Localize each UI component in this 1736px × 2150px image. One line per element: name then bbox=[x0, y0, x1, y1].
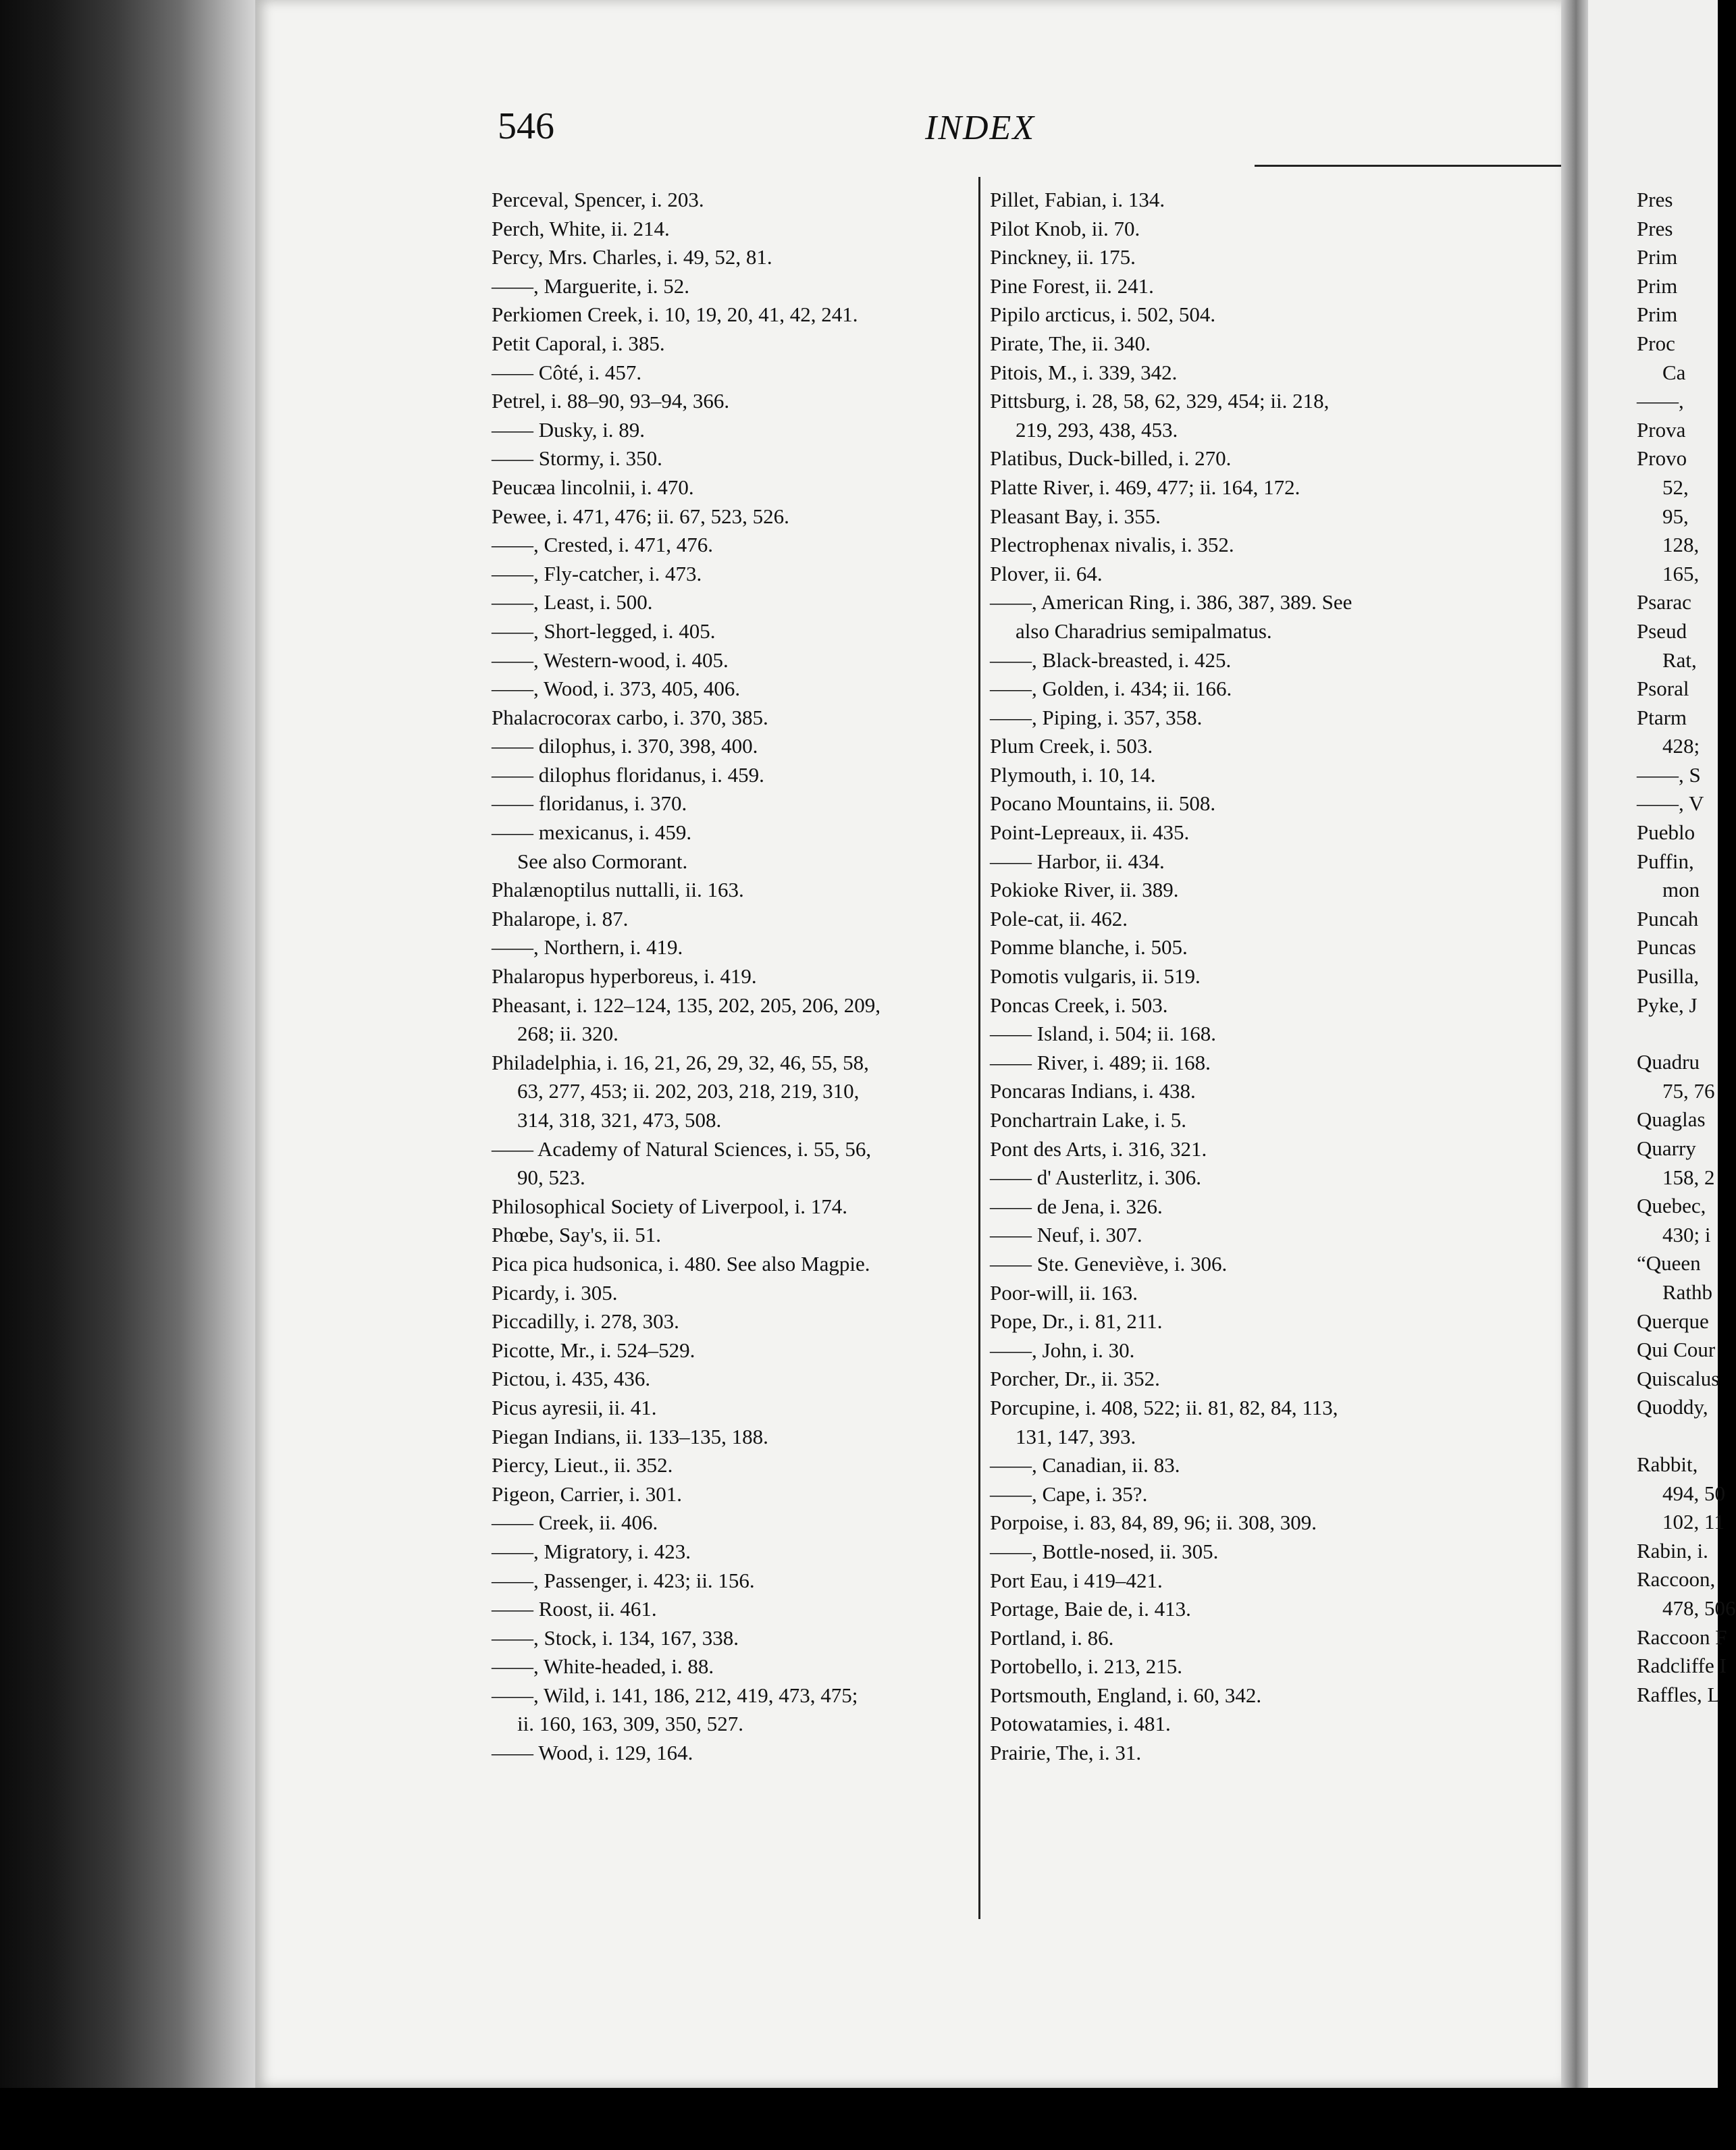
index-entry: Portobello, i. 213, 215. bbox=[990, 1654, 1183, 1679]
index-entry: ii. 160, 163, 309, 350, 527. bbox=[517, 1712, 743, 1736]
index-entry: ——, Wild, i. 141, 186, 212, 419, 473, 475; bbox=[492, 1683, 858, 1707]
index-entry: Pinckney, ii. 175. bbox=[990, 245, 1136, 269]
index-entry: ——, Fly-catcher, i. 473. bbox=[492, 561, 702, 585]
facing-page-entry: 102, 11 bbox=[1662, 1510, 1725, 1534]
facing-page-entry: Pyke, J bbox=[1637, 993, 1698, 1017]
index-entry: Poncas Creek, i. 503. bbox=[990, 993, 1168, 1017]
index-entry: Philadelphia, i. 16, 21, 26, 29, 32, 46, 55, 58, bbox=[492, 1050, 869, 1074]
index-entry: ——, Bottle-nosed, ii. 305. bbox=[990, 1539, 1219, 1563]
index-entry: Piercy, Lieut., ii. 352. bbox=[492, 1453, 673, 1477]
index-entry: —— Harbor, ii. 434. bbox=[990, 849, 1165, 873]
index-entry: —— Stormy, i. 350. bbox=[492, 446, 662, 471]
facing-page-entry: 128, bbox=[1662, 533, 1700, 557]
facing-page-entry: 478, 506 bbox=[1662, 1596, 1736, 1620]
index-entry: Pokioke River, ii. 389. bbox=[990, 878, 1179, 902]
facing-page-entry: Proc bbox=[1637, 331, 1675, 355]
scan-background bbox=[0, 2088, 1718, 2150]
facing-page-entry: Pseud bbox=[1637, 619, 1687, 643]
header-rule bbox=[1255, 165, 1561, 167]
book-page-edges bbox=[0, 0, 257, 2150]
index-entry: ——, Migratory, i. 423. bbox=[492, 1539, 691, 1563]
index-entry: Pigeon, Carrier, i. 301. bbox=[492, 1482, 683, 1506]
facing-page-entry: Prim bbox=[1637, 245, 1678, 269]
index-entry: 268; ii. 320. bbox=[517, 1022, 619, 1046]
index-entry: Pope, Dr., i. 81, 211. bbox=[990, 1309, 1163, 1334]
index-entry: Petrel, i. 88–90, 93–94, 366. bbox=[492, 389, 730, 413]
facing-page-entry: mon bbox=[1662, 878, 1700, 902]
index-entry: Prairie, The, i. 31. bbox=[990, 1741, 1142, 1765]
index-entry: ——, Cape, i. 35?. bbox=[990, 1482, 1148, 1506]
index-entry: Pont des Arts, i. 316, 321. bbox=[990, 1136, 1207, 1161]
index-entry: —— Island, i. 504; ii. 168. bbox=[990, 1022, 1216, 1046]
facing-page-entry: Provo bbox=[1637, 446, 1687, 471]
facing-page-entry: 158, 2 bbox=[1662, 1165, 1715, 1189]
index-entry: Platte River, i. 469, 477; ii. 164, 172. bbox=[990, 475, 1300, 499]
index-entry: Percy, Mrs. Charles, i. 49, 52, 81. bbox=[492, 245, 772, 269]
index-entry: —— Côté, i. 457. bbox=[492, 360, 642, 384]
index-entry: Port Eau, i 419–421. bbox=[990, 1568, 1163, 1592]
facing-page-entry: Raffles, L bbox=[1637, 1682, 1720, 1706]
index-entry: ——, Passenger, i. 423; ii. 156. bbox=[492, 1568, 755, 1592]
facing-page-entry: Raccoon F bbox=[1637, 1625, 1727, 1649]
index-entry: Pica pica hudsonica, i. 480. See also Magpie. bbox=[492, 1251, 870, 1276]
index-entry: Perch, White, ii. 214. bbox=[492, 216, 670, 240]
index-entry: Plectrophenax nivalis, i. 352. bbox=[990, 533, 1234, 557]
index-entry: —— Academy of Natural Sciences, i. 55, 56, bbox=[492, 1136, 872, 1161]
index-entry: See also Cormorant. bbox=[517, 849, 688, 873]
facing-page-entry: Rabin, i. bbox=[1637, 1538, 1708, 1563]
index-entry: ——, White-headed, i. 88. bbox=[492, 1654, 714, 1679]
index-entry: —— mexicanus, i. 459. bbox=[492, 820, 692, 845]
index-entry: Perceval, Spencer, i. 203. bbox=[492, 188, 704, 211]
facing-page-entry: Quarry bbox=[1637, 1136, 1696, 1160]
index-entry: Porcupine, i. 408, 522; ii. 81, 82, 84, 113, bbox=[990, 1395, 1338, 1419]
index-entry: Pomme blanche, i. 505. bbox=[990, 935, 1188, 960]
facing-page-entry: ——, bbox=[1637, 389, 1684, 413]
facing-page-entry: Quiscalus bbox=[1637, 1366, 1720, 1390]
facing-page-entry: Prim bbox=[1637, 303, 1678, 327]
index-entry: 90, 523. bbox=[517, 1165, 585, 1190]
facing-page-entry: Prim bbox=[1637, 273, 1678, 298]
index-entry: —— River, i. 489; ii. 168. bbox=[990, 1050, 1211, 1074]
index-entry: —— d' Austerlitz, i. 306. bbox=[990, 1165, 1201, 1190]
index-entry: Plover, ii. 64. bbox=[990, 561, 1103, 585]
index-entry: ——, Northern, i. 419. bbox=[492, 935, 683, 960]
index-entry: Perkiomen Creek, i. 10, 19, 20, 41, 42, 241. bbox=[492, 303, 858, 327]
index-entry: Phalarope, i. 87. bbox=[492, 906, 629, 930]
index-entry: 219, 293, 438, 453. bbox=[1016, 417, 1178, 442]
facing-page-entry: Pres bbox=[1637, 216, 1673, 240]
index-entry: Pleasant Bay, i. 355. bbox=[990, 504, 1161, 528]
facing-page-entry: Rathb bbox=[1662, 1280, 1713, 1304]
facing-page-entry: 52, bbox=[1662, 475, 1689, 499]
index-entry: 63, 277, 453; ii. 202, 203, 218, 219, 310, bbox=[517, 1079, 860, 1103]
index-entry: Pitois, M., i. 339, 342. bbox=[990, 360, 1178, 384]
index-entry: Phalænoptilus nuttalli, ii. 163. bbox=[492, 878, 744, 902]
index-entry: ——, Wood, i. 373, 405, 406. bbox=[492, 677, 741, 701]
facing-page-entry: Puncas bbox=[1637, 935, 1696, 960]
index-entry: ——, John, i. 30. bbox=[990, 1338, 1135, 1362]
index-entry: Phalacrocorax carbo, i. 370, 385. bbox=[492, 705, 768, 729]
index-entry: Pittsburg, i. 28, 58, 62, 329, 454; ii. 218, bbox=[990, 389, 1330, 413]
facing-page-entry: “Queen bbox=[1637, 1251, 1701, 1276]
facing-page-entry: Puffin, bbox=[1637, 849, 1694, 873]
facing-page-entry: Puncah bbox=[1637, 906, 1699, 930]
facing-page-entry: Pusilla, bbox=[1637, 964, 1700, 989]
index-entry: —— Dusky, i. 89. bbox=[492, 417, 646, 442]
index-entry: Pipilo arcticus, i. 502, 504. bbox=[990, 303, 1216, 327]
index-entry: ——, Short-legged, i. 405. bbox=[492, 619, 716, 643]
index-entry: ——, Piping, i. 357, 358. bbox=[990, 705, 1203, 729]
index-entry: ——, Stock, i. 134, 167, 338. bbox=[492, 1625, 739, 1650]
facing-page-entry: Quaglas bbox=[1637, 1107, 1706, 1132]
index-entry: —— Roost, ii. 461. bbox=[492, 1597, 657, 1621]
index-entry: Picardy, i. 305. bbox=[492, 1280, 618, 1305]
facing-page-entry: Quadru bbox=[1637, 1050, 1700, 1074]
index-entry: —— Neuf, i. 307. bbox=[990, 1223, 1142, 1247]
index-entry: Pirate, The, ii. 340. bbox=[990, 331, 1151, 355]
index-entry: Philosophical Society of Liverpool, i. 174. bbox=[492, 1194, 847, 1218]
index-entry: —— floridanus, i. 370. bbox=[492, 791, 687, 816]
facing-page-entry: 494, 50 bbox=[1662, 1481, 1725, 1505]
index-entry: ——, Marguerite, i. 52. bbox=[492, 273, 690, 298]
facing-page-entry: Querque bbox=[1637, 1309, 1709, 1333]
index-entry: Pilot Knob, ii. 70. bbox=[990, 216, 1140, 240]
index-entry: ——, Western-wood, i. 405. bbox=[492, 648, 729, 672]
index-entry: —— dilophus, i. 370, 398, 400. bbox=[492, 734, 758, 758]
column-divider bbox=[978, 177, 980, 1919]
index-entry: Plum Creek, i. 503. bbox=[990, 734, 1153, 758]
index-entry: Picus ayresii, ii. 41. bbox=[492, 1395, 657, 1419]
index-entry: —— Wood, i. 129, 164. bbox=[492, 1741, 693, 1765]
facing-page-entry: Rabbit, bbox=[1637, 1452, 1698, 1476]
index-entry: also Charadrius semipalmatus. bbox=[1016, 619, 1272, 643]
index-entry: Pewee, i. 471, 476; ii. 67, 523, 526. bbox=[492, 504, 789, 528]
index-entry: Peucæa lincolnii, i. 470. bbox=[492, 475, 694, 499]
index-entry: Ponchartrain Lake, i. 5. bbox=[990, 1108, 1186, 1132]
index-column-middle bbox=[990, 186, 1550, 1768]
index-entry: Porpoise, i. 83, 84, 89, 96; ii. 308, 309. bbox=[990, 1511, 1317, 1535]
facing-page-entry: ——, S bbox=[1637, 762, 1701, 787]
facing-page-entry: Psoral bbox=[1637, 677, 1689, 701]
running-head: INDEX bbox=[925, 109, 1036, 147]
page-number: 546 bbox=[498, 105, 554, 147]
index-entry: Poncaras Indians, i. 438. bbox=[990, 1079, 1196, 1103]
facing-page-entry: Radcliffe I bbox=[1637, 1654, 1727, 1678]
facing-page-entry: Pres bbox=[1637, 188, 1673, 211]
index-entry: Pine Forest, ii. 241. bbox=[990, 273, 1154, 298]
index-entry: Pheasant, i. 122–124, 135, 202, 205, 206, 209, bbox=[492, 993, 881, 1017]
index-entry: Phalaropus hyperboreus, i. 419. bbox=[492, 964, 757, 989]
facing-page-entry: Prova bbox=[1637, 417, 1686, 442]
facing-page-entry: Ca bbox=[1662, 360, 1686, 384]
facing-page-entry: Quebec, bbox=[1637, 1194, 1706, 1218]
facing-page-entry: Rat, bbox=[1662, 648, 1697, 672]
facing-page-entry: ——, V bbox=[1637, 791, 1704, 816]
index-entry: —— de Jena, i. 326. bbox=[990, 1194, 1163, 1218]
facing-page-entry: 75, 76 bbox=[1662, 1078, 1715, 1103]
book-gutter bbox=[1561, 0, 1588, 2088]
facing-page-entry: Raccoon, bbox=[1637, 1567, 1716, 1592]
index-entry: ——, Least, i. 500. bbox=[492, 590, 653, 614]
index-entry: ——, Crested, i. 471, 476. bbox=[492, 533, 714, 557]
index-entry: Pictou, i. 435, 436. bbox=[492, 1367, 651, 1391]
index-entry: Pomotis vulgaris, ii. 519. bbox=[990, 964, 1201, 989]
facing-page-entry: Pueblo bbox=[1637, 820, 1695, 845]
index-entry: Plymouth, i. 10, 14. bbox=[990, 762, 1156, 787]
facing-page-entry: 428; bbox=[1662, 734, 1700, 758]
index-entry: Pillet, Fabian, i. 134. bbox=[990, 188, 1165, 211]
index-column-left bbox=[492, 186, 972, 1768]
index-entry: —— dilophus floridanus, i. 459. bbox=[492, 762, 764, 787]
index-entry: Piccadilly, i. 278, 303. bbox=[492, 1309, 679, 1334]
index-entry: Pocano Mountains, ii. 508. bbox=[990, 791, 1216, 816]
index-entry: Petit Caporal, i. 385. bbox=[492, 331, 665, 355]
index-entry: Point-Lepreaux, ii. 435. bbox=[990, 820, 1190, 845]
index-entry: Portsmouth, England, i. 60, 342. bbox=[990, 1683, 1262, 1707]
index-entry: Portage, Baie de, i. 413. bbox=[990, 1597, 1191, 1621]
facing-page-entry: Qui Cour bbox=[1637, 1338, 1716, 1362]
index-entry: —— Ste. Geneviève, i. 306. bbox=[990, 1251, 1228, 1276]
index-entry: Pole-cat, ii. 462. bbox=[990, 906, 1128, 930]
index-entry: ——, Canadian, ii. 83. bbox=[990, 1453, 1180, 1477]
index-entry: —— Creek, ii. 406. bbox=[492, 1511, 658, 1535]
index-entry: Picotte, Mr., i. 524–529. bbox=[492, 1338, 695, 1362]
index-entry: 314, 318, 321, 473, 508. bbox=[517, 1108, 722, 1132]
index-entry: Phœbe, Say's, ii. 51. bbox=[492, 1223, 662, 1247]
facing-page-entry: Ptarm bbox=[1637, 705, 1687, 729]
facing-page-entry: 165, bbox=[1662, 561, 1700, 585]
index-entry: Potowatamies, i. 481. bbox=[990, 1712, 1171, 1736]
index-entry: Platibus, Duck-billed, i. 270. bbox=[990, 446, 1232, 471]
index-entry: Porcher, Dr., ii. 352. bbox=[990, 1367, 1160, 1391]
index-entry: Portland, i. 86. bbox=[990, 1625, 1114, 1650]
index-entry: Poor-will, ii. 163. bbox=[990, 1280, 1138, 1305]
index-entry: Piegan Indians, ii. 133–135, 188. bbox=[492, 1424, 768, 1448]
index-entry: 131, 147, 393. bbox=[1016, 1424, 1136, 1448]
facing-page-entry: 430; i bbox=[1662, 1222, 1711, 1247]
facing-page-entry: 95, bbox=[1662, 504, 1689, 528]
facing-page-entry: Psarac bbox=[1637, 590, 1691, 614]
index-entry: ——, American Ring, i. 386, 387, 389. See bbox=[990, 590, 1352, 614]
index-entry: ——, Golden, i. 434; ii. 166. bbox=[990, 677, 1232, 701]
facing-page-entry: Quoddy, bbox=[1637, 1395, 1708, 1419]
index-entry: ——, Black-breasted, i. 425. bbox=[990, 648, 1232, 672]
facing-page-fragments bbox=[1637, 186, 1736, 1709]
